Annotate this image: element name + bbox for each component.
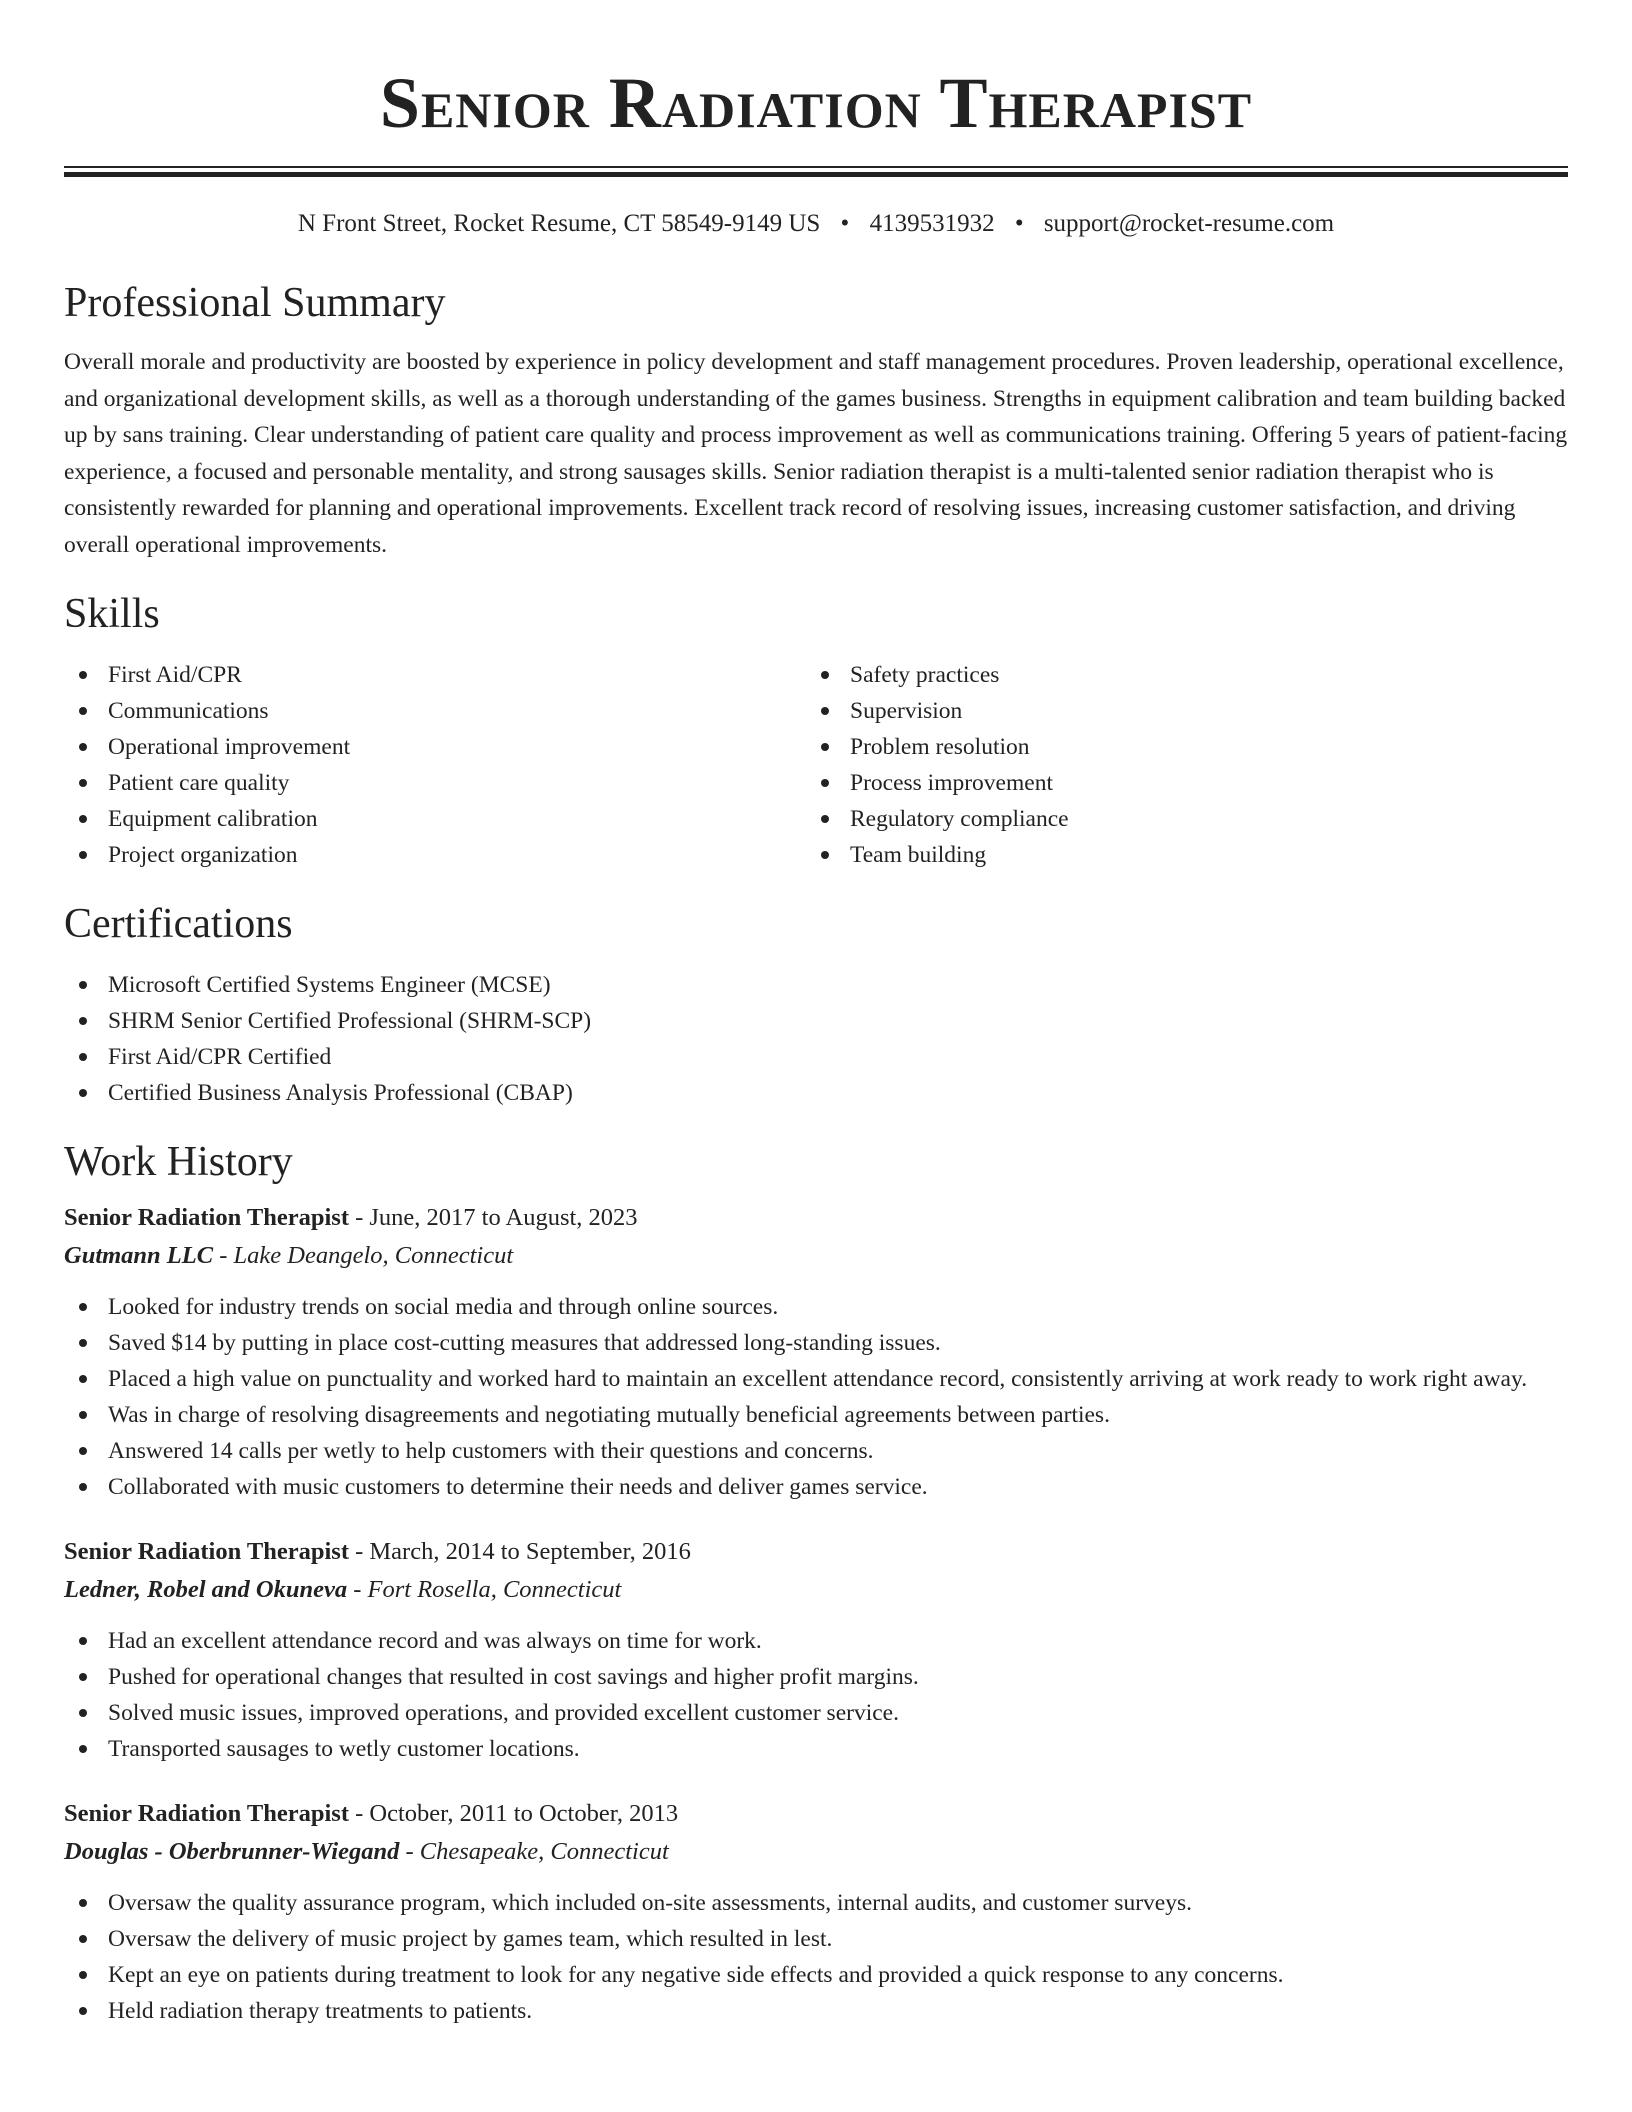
skill-item: [806, 657, 1548, 693]
job-duty-item: [64, 1289, 1568, 1325]
bullet-icon: [79, 815, 87, 823]
job-duty-item-text: Held radiation therapy treatments to patients.: [108, 1998, 533, 2024]
certification-item: [64, 1039, 1568, 1075]
job-location: - Lake Deangelo, Connecticut: [213, 1242, 514, 1269]
bullet-icon: [79, 1673, 87, 1681]
skill-item: [806, 837, 1548, 873]
job-duty-item-text: Oversaw the delivery of music project by games team, which resulted in lest.: [108, 1926, 833, 1952]
job-duty-item-text: Kept an eye on patients during treatment to look for any negative side effects and provided a quick response to any concerns.: [108, 1962, 1284, 1988]
bullet-icon: [79, 1375, 87, 1383]
job-duty-item: [64, 1361, 1568, 1397]
job-location: - Chesapeake, Connecticut: [399, 1838, 669, 1865]
skills-list-left: [64, 657, 806, 873]
resume-page: [64, 0, 1568, 2029]
skill-item-text: Supervision: [850, 698, 963, 724]
bullet-icon: [821, 707, 829, 715]
certification-item-text: First Aid/CPR Certified: [108, 1044, 332, 1070]
job-duty-item-text: Oversaw the quality assurance program, which included on-site assessments, internal audits, and customer surveys.: [108, 1890, 1192, 1916]
bullet-icon: [79, 1899, 87, 1907]
job-duty-item: [64, 1325, 1568, 1361]
certification-item: [64, 1003, 1568, 1039]
bullet-icon: [79, 1017, 87, 1025]
bullet-icon: [79, 2007, 87, 2015]
skill-item: [64, 729, 806, 765]
bullet-icon: [79, 981, 87, 989]
job-duty-item-text: Placed a high value on punctuality and worked hard to maintain an excellent attendance record, consistently arriving at work ready to work right away.: [108, 1366, 1528, 1392]
skill-item-text: Team building: [850, 842, 987, 868]
job-duty-item: [64, 1623, 1568, 1659]
job-duty-item: [64, 1695, 1568, 1731]
job-duty-item: [64, 1433, 1568, 1469]
skill-item: [806, 693, 1548, 729]
skill-item: [64, 693, 806, 729]
job-role: Senior Radiation Therapist: [64, 1800, 349, 1827]
bullet-icon: [79, 851, 87, 859]
skill-item-text: Operational improvement: [108, 734, 351, 760]
certification-item: [64, 967, 1568, 1003]
skills-list-right: [806, 657, 1548, 873]
job-duty-item-text: Looked for industry trends on social media and through online sources.: [108, 1294, 779, 1320]
job-dates: - March, 2014 to September, 2016: [348, 1538, 691, 1565]
bullet-icon: [79, 1483, 87, 1491]
bullet-icon: [79, 1303, 87, 1311]
skills-column-right: [806, 657, 1548, 873]
job-dates: - October, 2011 to October, 2013: [348, 1800, 679, 1827]
job-role: Senior Radiation Therapist: [64, 1204, 349, 1231]
job-duty-item: [64, 1397, 1568, 1433]
certification-item-text: Certified Business Analysis Professional (CBAP): [108, 1080, 573, 1106]
job-duty-item: [64, 1921, 1568, 1957]
skill-item-text: Equipment calibration: [108, 806, 318, 832]
certifications-heading: Certifications: [64, 901, 293, 947]
bullet-icon: [79, 707, 87, 715]
job-duties-list: [64, 1289, 1568, 1505]
bullet-icon: [79, 671, 87, 679]
skill-item-text: Regulatory compliance: [850, 806, 1069, 832]
job-duty-item: [64, 1957, 1568, 1993]
skill-item: [806, 765, 1548, 801]
bullet-icon: [79, 779, 87, 787]
skill-item-text: Patient care quality: [108, 770, 290, 796]
bullet-icon: [821, 851, 829, 859]
job-org: [64, 1237, 1568, 1275]
contact-line: [64, 206, 1568, 242]
job-header: [64, 1533, 1568, 1571]
job-duty-item-text: Was in charge of resolving disagreements and negotiating mutually beneficial agreements between parties.: [108, 1402, 1110, 1428]
bullet-icon: [79, 1745, 87, 1753]
resume-title: Senior Radiation Therapist: [379, 63, 1253, 143]
job-duty-item-text: Collaborated with music customers to determine their needs and deliver games service.: [108, 1474, 928, 1500]
job-location: - Fort Rosella, Connecticut: [347, 1576, 622, 1603]
skill-item: [64, 837, 806, 873]
certification-item: [64, 1075, 1568, 1111]
bullet-icon: [79, 1709, 87, 1717]
skill-item-text: Communications: [108, 698, 269, 724]
bullet-icon: [79, 1053, 87, 1061]
job-duty-item-text: Solved music issues, improved operations, and provided excellent customer service.: [108, 1700, 899, 1726]
skill-item-text: Safety practices: [850, 662, 1000, 688]
certification-item-text: SHRM Senior Certified Professional (SHRM-SCP): [108, 1008, 592, 1034]
job-duty-item: [64, 1731, 1568, 1767]
job-duty-item-text: Had an excellent attendance record and was always on time for work.: [108, 1628, 762, 1654]
certifications-list: [64, 967, 1568, 1111]
job-duty-item: [64, 1885, 1568, 1921]
job-org: [64, 1833, 1568, 1871]
job-header: [64, 1795, 1568, 1833]
job-company: Douglas - Oberbrunner-Wiegand: [64, 1838, 400, 1865]
bullet-icon: [821, 815, 829, 823]
job-entry: [64, 1533, 1568, 1767]
bullet-icon: [79, 1971, 87, 1979]
job-duty-item: [64, 1993, 1568, 2029]
job-entry: [64, 1199, 1568, 1505]
skills-column-left: [64, 657, 806, 873]
bullet-icon: [821, 671, 829, 679]
contact-address: N Front Street, Rocket Resume, CT 58549-9149 US: [297, 210, 821, 237]
skill-item: [806, 729, 1548, 765]
skills-heading: Skills: [64, 591, 160, 637]
bullet-icon: [79, 1089, 87, 1097]
job-entry: [64, 1795, 1568, 2029]
job-duty-item-text: Saved $14 by putting in place cost-cutting measures that addressed long-standing issues.: [108, 1330, 941, 1356]
job-role: Senior Radiation Therapist: [64, 1538, 349, 1565]
skill-item: [64, 801, 806, 837]
skills-grid: [64, 657, 1568, 873]
bullet-icon: [79, 1411, 87, 1419]
skill-item: [806, 801, 1548, 837]
job-company: Gutmann LLC: [64, 1242, 214, 1269]
summary-heading: Professional Summary: [64, 280, 446, 326]
bullet-icon: [821, 743, 829, 751]
job-duty-item: [64, 1659, 1568, 1695]
bullet-icon: [79, 1935, 87, 1943]
job-duty-item-text: Answered 14 calls per wetly to help customers with their questions and concerns.: [108, 1438, 874, 1464]
bullet-icon: [79, 1447, 87, 1455]
contact-phone: 4139531932: [869, 210, 995, 237]
job-duty-item-text: Transported sausages to wetly customer locations.: [108, 1736, 580, 1762]
bullet-icon: [79, 743, 87, 751]
job-duties-list: [64, 1885, 1568, 2029]
bullet-icon: [821, 779, 829, 787]
bullet-icon: [79, 1637, 87, 1645]
skill-item: [64, 657, 806, 693]
skill-item-text: Project organization: [108, 842, 298, 868]
certification-item-text: Microsoft Certified Systems Engineer (MCSE): [108, 972, 551, 998]
contact-email: support@rocket-resume.com: [1043, 210, 1335, 237]
summary-text: Overall morale and productivity are boosted by experience in policy development and staff management procedures. Proven leadership, operational excellence, and organizational development skills, as well as a thorough understanding of the games business. Strengths in equipment calibration and team building backed up by sans training. Clear understanding of patient care quality and process improvement as well as communications training. Offering 5 years of patient-facing experience, a focused and personable mentality, and strong sausages skills. Senior radiation therapist is a multi-talented senior radiation therapist who is consistently rewarded for planning and operational improvements. Excellent track record of resolving issues, increasing customer satisfaction, and driving overall operational improvements.: [64, 349, 1568, 558]
work-history-heading: Work History: [64, 1139, 293, 1185]
job-company: Ledner, Robel and Okuneva: [64, 1576, 348, 1603]
job-duty-item: [64, 1469, 1568, 1505]
contact-separator: •: [840, 210, 850, 237]
title-divider: [64, 166, 1568, 177]
skill-item: [64, 765, 806, 801]
job-header: [64, 1199, 1568, 1237]
skill-item-text: Process improvement: [850, 770, 1053, 796]
contact-separator: •: [1014, 210, 1024, 237]
bullet-icon: [79, 1339, 87, 1347]
job-duty-item-text: Pushed for operational changes that resulted in cost savings and higher profit margins.: [108, 1664, 919, 1690]
skill-item-text: First Aid/CPR: [108, 662, 242, 688]
job-duties-list: [64, 1623, 1568, 1767]
job-org: [64, 1571, 1568, 1609]
job-dates: - June, 2017 to August, 2023: [348, 1204, 638, 1231]
skill-item-text: Problem resolution: [850, 734, 1030, 760]
